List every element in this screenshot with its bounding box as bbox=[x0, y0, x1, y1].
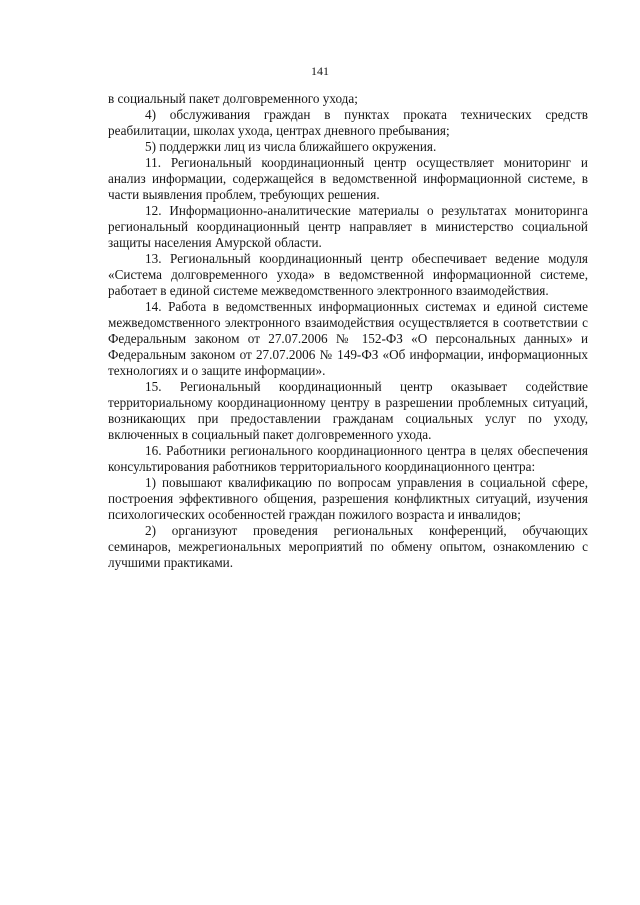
paragraph-16-item-2: 2) организуют проведения региональных конференций, обучающих семинаров, межрегиональных мероприятий по обмену опытом, ознакомлению с лучшими практиками. bbox=[108, 523, 588, 570]
paragraph-14: 14. Работа в ведомственных информационных системах и единой системе межведомственного электронного взаимодействия осуществляется в соответствии с Федеральным законом от 27.07.2006 № 152-ФЗ «О персональных данных» и Федеральным законом от 27.07.2006 № 149-ФЗ «Об информации, информационных технологиях и о защите информации». bbox=[108, 299, 588, 378]
document-text bbox=[108, 91, 588, 571]
paragraph-item-5: 5) поддержки лиц из числа ближайшего окружения. bbox=[145, 139, 437, 154]
paragraph-continuation: в социальный пакет долговременного ухода; bbox=[108, 91, 358, 106]
paragraph-11: 11. Региональный координационный центр осуществляет мониторинг и анализ информации, содержащейся в ведомственной информационной системе, в части выявления проблем, требующих решения. bbox=[108, 155, 588, 202]
paragraph-12: 12. Информационно-аналитические материалы о результатах мониторинга региональный координационный центр направляет в министерство социальной защиты населения Амурской области. bbox=[108, 203, 588, 250]
paragraph-16-item-1: 1) повышают квалификацию по вопросам управления в социальной сфере, построения эффективного общения, разрешения конфликтных ситуаций, изучения психологических особенностей граждан пожилого возраста и инвалидов; bbox=[108, 475, 588, 522]
paragraph-item-4: 4) обслуживания граждан в пунктах проката технических средств реабилитации, школах ухода, центрах дневного пребывания; bbox=[108, 107, 588, 138]
paragraph-13: 13. Региональный координационный центр обеспечивает ведение модуля «Система долговременного ухода» в ведомственной информационной системе, работает в единой системе межведомственного электронного взаимодействия. bbox=[108, 251, 588, 298]
paragraph-15: 15. Региональный координационный центр оказывает содействие территориальному координационному центру в разрешении проблемных ситуаций, возникающих при предоставлении гражданам социальных услуг по уходу, включенных в социальный пакет долговременного ухода. bbox=[108, 379, 588, 442]
paragraph-16: 16. Работники регионального координационного центра в целях обеспечения консультирования работников территориального координационного центра: bbox=[108, 443, 588, 474]
page-number: 141 bbox=[311, 64, 329, 78]
